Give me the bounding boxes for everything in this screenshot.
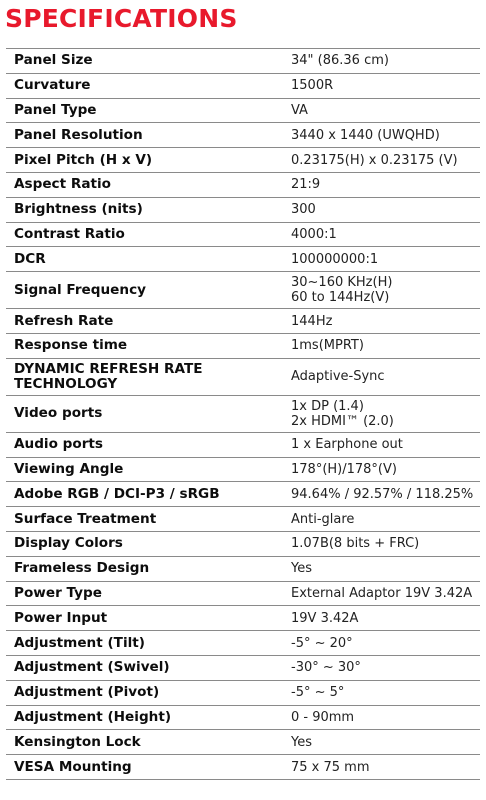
specs-table	[6, 48, 480, 780]
spec-row	[6, 730, 480, 755]
spec-row	[6, 655, 480, 680]
spec-value	[283, 655, 480, 680]
spec-value-line: 1ms(MPRT)	[291, 338, 364, 354]
spec-row	[6, 148, 480, 173]
spec-value	[283, 755, 480, 780]
spec-value-line: 34" (86.36 cm)	[291, 53, 389, 69]
spec-row	[6, 98, 480, 123]
spec-label: Video ports	[6, 395, 283, 432]
spec-value	[283, 333, 480, 358]
spec-label: Refresh Rate	[6, 309, 283, 334]
spec-row	[6, 556, 480, 581]
spec-value-line: 178°(H)/178°(V)	[291, 461, 397, 477]
spec-label: Adobe RGB / DCI-P3 / sRGB	[6, 482, 283, 507]
spec-label: Signal Frequency	[6, 272, 283, 309]
spec-value-line: 0.23175(H) x 0.23175 (V)	[291, 152, 458, 168]
spec-value-line: 1.07B(8 bits + FRC)	[291, 536, 420, 552]
spec-row	[6, 457, 480, 482]
spec-value-line: -5° ~ 5°	[291, 685, 345, 701]
spec-value	[283, 247, 480, 272]
spec-label: Response time	[6, 333, 283, 358]
spec-row	[6, 247, 480, 272]
spec-row	[6, 581, 480, 606]
spec-label: Power Type	[6, 581, 283, 606]
spec-value-line: Adaptive-Sync	[291, 369, 385, 385]
spec-value-line: -5° ~ 20°	[291, 635, 353, 651]
spec-value-line: -30° ~ 30°	[291, 660, 361, 676]
spec-label: VESA Mounting	[6, 755, 283, 780]
spec-row	[6, 123, 480, 148]
spec-value-line: 30~160 KHz(H)	[291, 275, 393, 291]
spec-value	[283, 606, 480, 631]
spec-row	[6, 272, 480, 309]
spec-label: Surface Treatment	[6, 507, 283, 532]
spec-value	[283, 457, 480, 482]
spec-value	[283, 395, 480, 432]
spec-label: Aspect Ratio	[6, 172, 283, 197]
spec-label: Viewing Angle	[6, 457, 283, 482]
spec-row	[6, 358, 480, 395]
spec-row	[6, 531, 480, 556]
spec-value	[283, 631, 480, 656]
spec-value-line: 21:9	[291, 177, 321, 193]
spec-row	[6, 755, 480, 780]
spec-value	[283, 680, 480, 705]
spec-value-line: 300	[291, 202, 316, 218]
spec-label: Curvature	[6, 73, 283, 98]
spec-value	[283, 705, 480, 730]
spec-value-line: 2x HDMI™ (2.0)	[291, 413, 394, 429]
spec-row	[6, 680, 480, 705]
spec-value	[283, 507, 480, 532]
spec-row	[6, 333, 480, 358]
spec-value-line: External Adaptor 19V 3.42A	[291, 585, 473, 601]
spec-label: Adjustment (Height)	[6, 705, 283, 730]
spec-value-line: Yes	[291, 561, 312, 577]
spec-value	[283, 556, 480, 581]
spec-value-line: 94.64% / 92.57% / 118.25%	[291, 486, 474, 502]
spec-value	[283, 73, 480, 98]
spec-label: Frameless Design	[6, 556, 283, 581]
spec-value	[283, 309, 480, 334]
spec-label: Audio ports	[6, 432, 283, 457]
spec-value	[283, 482, 480, 507]
spec-value-line: Yes	[291, 734, 312, 750]
spec-value	[283, 432, 480, 457]
spec-value-line: 100000000:1	[291, 251, 379, 267]
spec-row	[6, 309, 480, 334]
spec-label: Adjustment (Swivel)	[6, 655, 283, 680]
spec-label: Display Colors	[6, 531, 283, 556]
specs-table-body	[6, 49, 480, 780]
spec-value	[283, 49, 480, 74]
spec-row	[6, 631, 480, 656]
spec-row	[6, 705, 480, 730]
spec-value	[283, 172, 480, 197]
spec-value-line: 1x DP (1.4)	[291, 398, 364, 414]
spec-label: Adjustment (Tilt)	[6, 631, 283, 656]
spec-row	[6, 395, 480, 432]
spec-value-line: 4000:1	[291, 226, 337, 242]
spec-label: Power Input	[6, 606, 283, 631]
spec-value	[283, 531, 480, 556]
spec-label: DYNAMIC REFRESH RATE TECHNOLOGY	[6, 358, 283, 395]
spec-value	[283, 148, 480, 173]
spec-value-line: 1500R	[291, 78, 334, 94]
spec-value	[283, 222, 480, 247]
spec-row	[6, 606, 480, 631]
spec-value-line: 60 to 144Hz(V)	[291, 290, 390, 306]
spec-value-line: VA	[291, 102, 308, 118]
spec-label: Panel Size	[6, 49, 283, 74]
spec-row	[6, 432, 480, 457]
spec-label: Brightness (nits)	[6, 197, 283, 222]
spec-row	[6, 482, 480, 507]
spec-value	[283, 730, 480, 755]
page-title: SPECIFICATIONS	[5, 4, 238, 33]
spec-row	[6, 197, 480, 222]
spec-value-line: 3440 x 1440 (UWQHD)	[291, 127, 440, 143]
spec-value-line: 0 - 90mm	[291, 709, 355, 725]
spec-value	[283, 272, 480, 309]
spec-row	[6, 172, 480, 197]
spec-row	[6, 49, 480, 74]
spec-value-line: 19V 3.42A	[291, 610, 359, 626]
spec-label: Panel Type	[6, 98, 283, 123]
spec-label: Contrast Ratio	[6, 222, 283, 247]
spec-label: Adjustment (Pivot)	[6, 680, 283, 705]
spec-row	[6, 73, 480, 98]
spec-value	[283, 197, 480, 222]
spec-row	[6, 507, 480, 532]
spec-label: DCR	[6, 247, 283, 272]
spec-value	[283, 358, 480, 395]
spec-label: Panel Resolution	[6, 123, 283, 148]
spec-value-line: Anti-glare	[291, 511, 355, 527]
spec-value	[283, 98, 480, 123]
spec-value-line: 144Hz	[291, 313, 333, 329]
spec-row	[6, 222, 480, 247]
spec-value	[283, 123, 480, 148]
spec-value	[283, 581, 480, 606]
spec-value-line: 75 x 75 mm	[291, 759, 370, 775]
spec-value-line: 1 x Earphone out	[291, 437, 403, 453]
spec-label: Pixel Pitch (H x V)	[6, 148, 283, 173]
spec-label: Kensington Lock	[6, 730, 283, 755]
